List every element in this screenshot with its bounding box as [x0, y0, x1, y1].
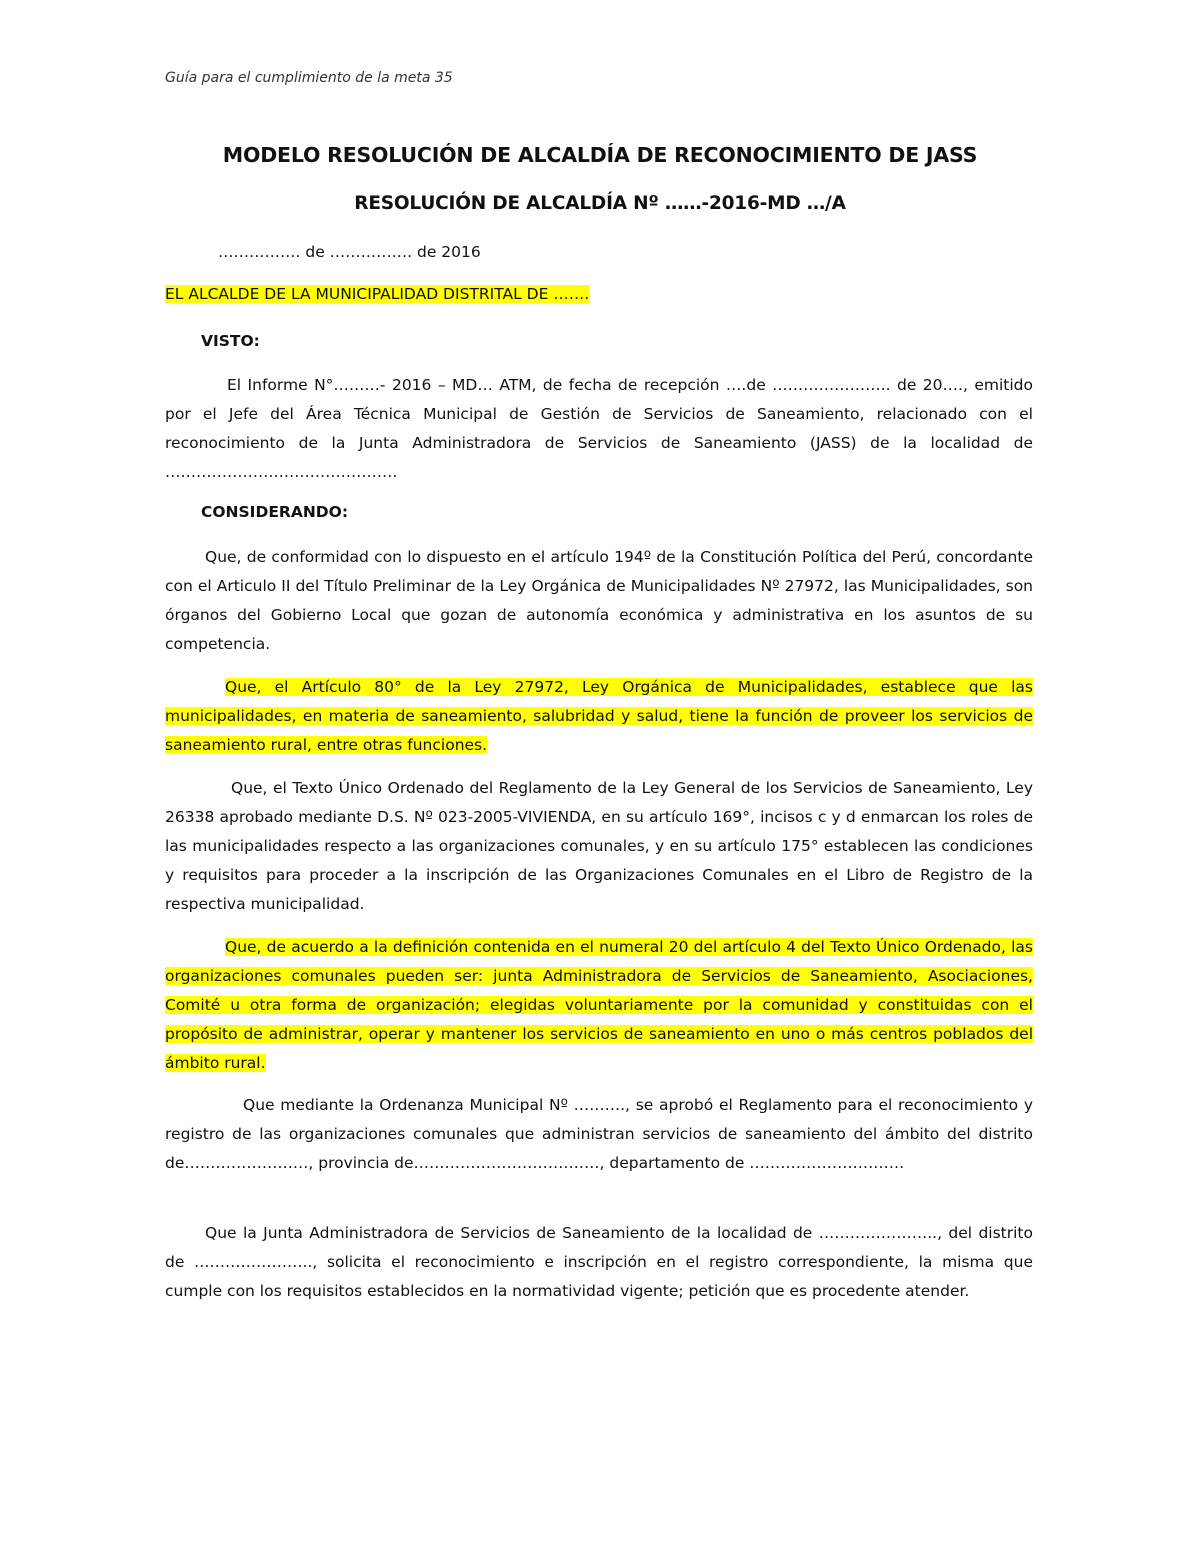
date-line: ……………. de ……………. de 2016: [218, 243, 481, 261]
visto-label: VISTO:: [201, 332, 260, 350]
considerando-paragraph-3: [165, 774, 1033, 919]
considerando-paragraph-4: [165, 933, 1033, 1078]
paragraph-text: Que la Junta Administradora de Servicios de Saneamiento de la localidad de ………………….., del distrito de ………………….., solicita el reconocimiento e inscripción en el registro correspondiente, la misma que cumple con los requisitos establecidos en la normatividad vigente; petición que es procedente atender.: [165, 1224, 1033, 1300]
paragraph-text: Que, el Texto Único Ordenado del Reglamento de la Ley General de los Servicios de Saneamiento, Ley 26338 aprobado mediante D.S. Nº 023-2005-VIVIENDA, en su artículo 169°, incisos c y d enmarcan los roles de las municipalidades respecto a las organizaciones comunales, y en su artículo 175° establecen las condiciones y requisitos para proceder a la inscripción de las Organizaciones Comunales en el Libro de Registro de la respectiva municipalidad.: [165, 779, 1033, 913]
paragraph-text: Que, de conformidad con lo dispuesto en el artículo 194º de la Constitución Política del Perú, concordante con el Articulo II del Título Preliminar de la Ley Orgánica de Municipalidades Nº 27972, las Municipalidades, son órganos del Gobierno Local que gozan de autonomía económica y administrativa en los asuntos de su competencia.: [165, 548, 1033, 653]
document-title: MODELO RESOLUCIÓN DE ALCALDÍA DE RECONOCIMIENTO DE JASS: [222, 143, 978, 167]
visto-paragraph: [165, 371, 1033, 487]
authority-text: EL ALCALDE DE LA MUNICIPALIDAD DISTRITAL DE …….: [165, 285, 590, 303]
running-header: Guía para el cumplimiento de la meta 35: [165, 70, 453, 86]
considerando-paragraph-1: [165, 543, 1033, 659]
paragraph-text-highlighted: Que, el Artículo 80° de la Ley 27972, Ley Orgánica de Municipalidades, establece que las municipalidades, en materia de saneamiento, salubridad y salud, tiene la función de proveer los servicios de saneamiento rural, entre otras funciones.: [165, 678, 1033, 754]
considerando-label: CONSIDERANDO:: [201, 503, 349, 521]
paragraph-text: Que mediante la Ordenanza Municipal Nº ………., se aprobó el Reglamento para el reconocimiento y registro de las organizaciones comunales que administran servicios de saneamiento del ámbito del distrito de……………………, provincia de………………………………, departamento de …………………………: [165, 1096, 1033, 1172]
authority-line: [165, 285, 589, 303]
visto-text: El Informe N°………- 2016 – MD… ATM, de fecha de recepción ….de ………………….. de 20…., emitido por el Jefe del Área Técnica Municipal de Gestión de Servicios de Saneamiento, relacionado con el reconocimiento de la Junta Administradora de Servicios de Saneamiento (JASS) de la localidad de ………………………………………: [165, 376, 1033, 481]
considerando-paragraph-2: [165, 673, 1033, 760]
paragraph-text-highlighted: Que, de acuerdo a la definición contenida en el numeral 20 del artículo 4 del Texto Único Ordenado, las organizaciones comunales pueden ser: junta Administradora de Servicios de Saneamiento, Asociaciones, Comité u otra forma de organización; elegidas voluntariamente por la comunidad y constituidas con el propósito de administrar, operar y mantener los servicios de saneamiento en uno o más centros poblados del ámbito rural.: [165, 938, 1033, 1072]
considerando-paragraph-6: [165, 1219, 1033, 1306]
resolution-number: RESOLUCIÓN DE ALCALDÍA Nº ……-2016-MD …/A: [354, 193, 846, 214]
considerando-paragraph-5: [165, 1091, 1033, 1178]
